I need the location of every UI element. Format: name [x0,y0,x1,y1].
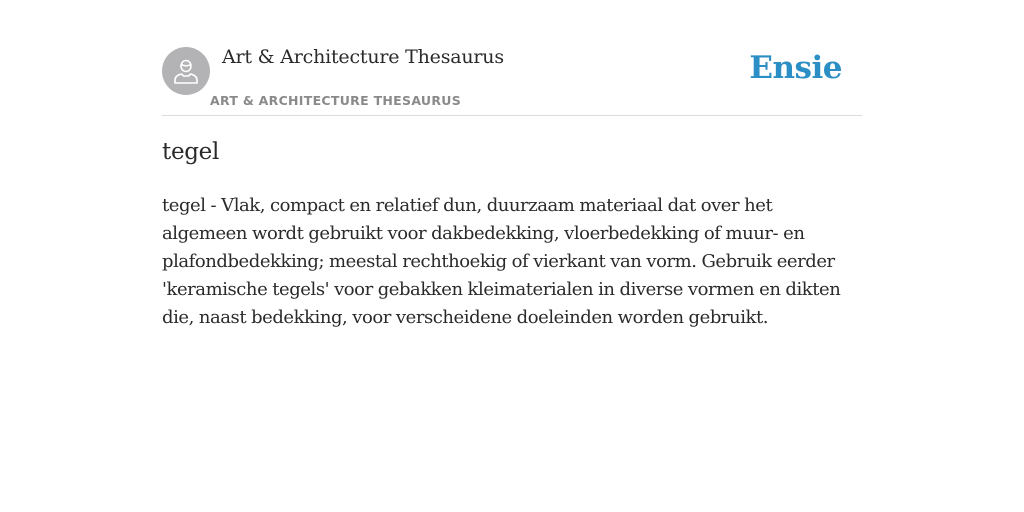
category-link[interactable]: ART & ARCHITECTURE THESAURUS [210,93,462,108]
page-container [162,0,862,512]
author-avatar[interactable] [162,47,210,95]
author-name[interactable]: Art & Architecture Thesaurus [222,46,504,68]
term-title: tegel [162,139,220,165]
user-silhouette-icon [171,56,201,86]
page-header [162,0,862,116]
definition-text: tegel - Vlak, compact en relatief dun, duurzaam materiaal dat over het algemeen wordt gebruikt voor dakbedekking, vloerbedekking of muur- en plafondbedekking; meestal rechthoekig of vierkant van vorm. Gebruik eerder 'keramische tegels' voor gebakken kleimaterialen in diverse vormen en dikten die, naast bedekking, voor verscheidene doeleinden worden gebruikt. [162,195,841,328]
brand-logo[interactable]: Ensie [749,50,842,86]
